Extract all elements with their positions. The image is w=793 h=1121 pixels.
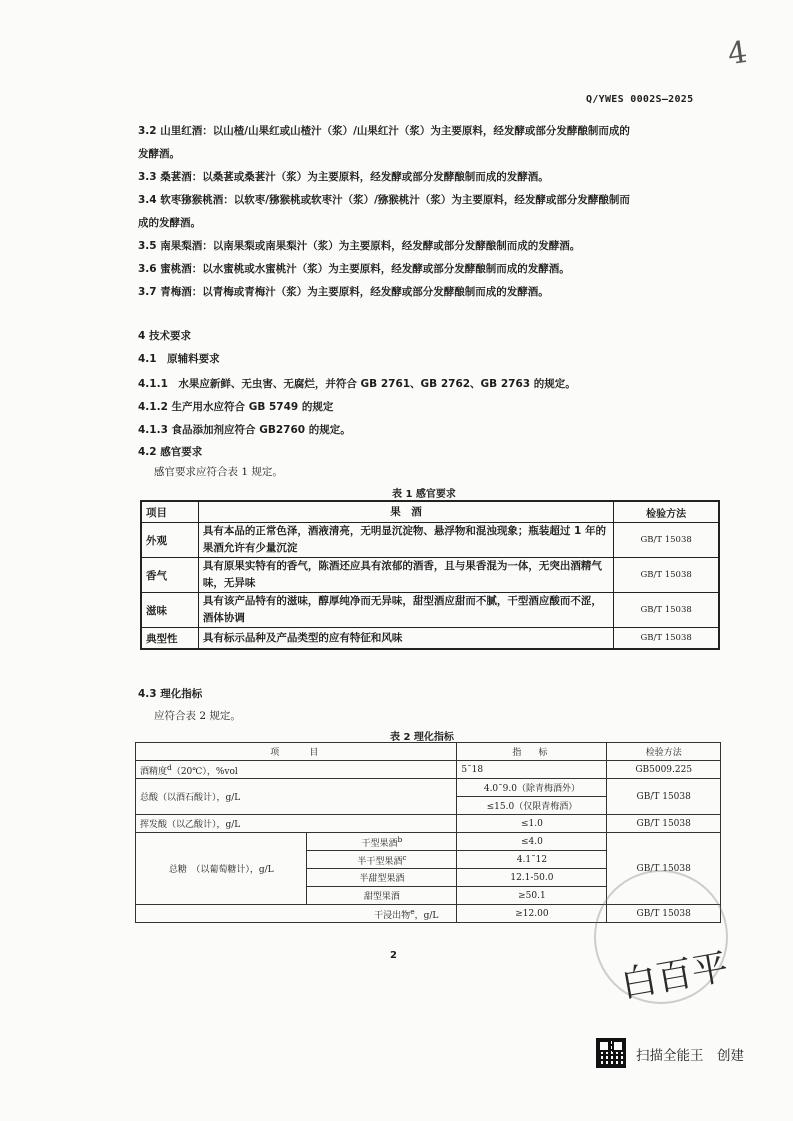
- section-4-1-2: 4.1.2 生产用水应符合 GB 5749 的规定: [138, 401, 334, 413]
- footnote-mark: b: [397, 834, 403, 844]
- handwritten-signature: 白百平: [617, 946, 732, 1007]
- table-cell-item: 香气: [141, 558, 198, 593]
- table1-caption: 表 1 感官要求: [392, 489, 456, 500]
- sensory-requirements-table: [140, 500, 720, 650]
- alcohol-value: 5˜18: [457, 761, 607, 779]
- table2-caption: 表 2 理化指标: [390, 732, 454, 743]
- table-header-item: 项 目: [136, 743, 457, 761]
- total-sugar-method: GB/T 15038: [607, 833, 721, 905]
- table-cell-requirement: 具有该产品特有的滋味，醇厚纯净而无异味，甜型酒应甜而不腻，干型酒应酸而不涩，酒体协调: [198, 593, 613, 628]
- sugar-value: ≥50.1: [457, 887, 607, 905]
- alcohol-label-suffix: （20℃），%vol: [171, 766, 238, 777]
- volatile-acid-value: ≤1.0: [457, 815, 607, 833]
- table-row-alcohol: [136, 761, 721, 779]
- table-header-item: 项目: [141, 501, 198, 523]
- volatile-acid-method: GB/T 15038: [607, 815, 721, 833]
- definition-3-2-line1: 3.2 山里红酒：以山楂/山果红或山楂汁（浆）/山果红汁（浆）为主要原料，经发酵或部分发酵酿制而成的: [138, 125, 630, 137]
- section-4-1-3: 4.1.3 食品添加剂应符合 GB2760 的规定。: [138, 424, 351, 436]
- sugar-type: 半甜型果酒: [307, 869, 457, 887]
- table-row-volatile-acid: [136, 815, 721, 833]
- table-cell-method: GB/T 15038: [614, 523, 719, 558]
- table-header-row: [136, 743, 721, 761]
- extract-label: [136, 905, 457, 923]
- table-cell-method: GB/T 15038: [614, 628, 719, 650]
- table-header-method: 检验方法: [607, 743, 721, 761]
- footnote-mark: d: [167, 762, 172, 772]
- sugar-value: 4.1˜12: [457, 851, 607, 869]
- table-cell-method: GB/T 15038: [614, 558, 719, 593]
- alcohol-method: GB5009.225: [607, 761, 721, 779]
- table-header-index: 指 标: [457, 743, 607, 761]
- table-cell-item: 典型性: [141, 628, 198, 650]
- table-cell-requirement: 具有本品的正常色泽，酒液清亮，无明显沉淀物、悬浮物和混浊现象；瓶装超过 1 年的果酒允许有少量沉淀: [198, 523, 613, 558]
- section-4-1-heading: 4.1 原辅料要求: [138, 353, 220, 365]
- table-cell-item: 外观: [141, 523, 198, 558]
- document-code: Q/YWES 0002S—2025: [586, 94, 694, 105]
- sugar-type-text: 半干型果酒: [357, 856, 403, 867]
- table-cell-method: GB/T 15038: [614, 593, 719, 628]
- table-cell-item: 滋味: [141, 593, 198, 628]
- sugar-value: 12.1-50.0: [457, 869, 607, 887]
- sugar-type: [307, 851, 457, 869]
- footnote-mark: c: [402, 852, 407, 862]
- total-sugar-label: 总糖 （以葡萄糖计），g/L: [136, 833, 307, 905]
- definition-3-6: 3.6 蜜桃酒：以水蜜桃或水蜜桃汁（浆）为主要原料，经发酵或部分发酵酿制而成的发酵酒。: [138, 263, 570, 275]
- definition-3-7: 3.7 青梅酒：以青梅或青梅汁（浆）为主要原料，经发酵或部分发酵酿制而成的发酵酒。: [138, 286, 549, 298]
- definition-3-4-line1: 3.4 软枣猕猴桃酒：以软枣/猕猴桃或软枣汁（浆）/猕猴桃汁（浆）为主要原料，经发酵或部分发酵酿制而: [138, 194, 630, 206]
- sugar-type-text: 干型果酒: [361, 838, 398, 849]
- definition-3-2-line2: 发酵酒。: [138, 148, 180, 160]
- page-number: 2: [390, 950, 397, 961]
- section-4-1-1: 4.1.1 水果应新鲜、无虫害、无腐烂，并符合 GB 2761、GB 2762、GB 2763 的规定。: [138, 378, 576, 390]
- scanner-app-watermark: 扫描全能王 创建: [636, 1048, 744, 1064]
- table-row: [141, 558, 719, 593]
- definition-3-4-line2: 成的发酵酒。: [138, 217, 201, 229]
- alcohol-label-text: 酒精度: [140, 766, 168, 777]
- footnote-mark: e: [410, 906, 415, 916]
- definition-3-3: 3.3 桑葚酒：以桑葚或桑葚汁（浆）为主要原料，经发酵或部分发酵酿制而成的发酵酒。: [138, 171, 549, 183]
- handwritten-page-number: 4: [725, 34, 750, 73]
- table-row: [141, 628, 719, 650]
- table-header-method: 检验方法: [614, 501, 719, 523]
- total-acid-value-2: ≤15.0（仅限青梅酒）: [457, 797, 607, 815]
- table-cell-requirement: 具有原果实特有的香气，陈酒还应具有浓郁的酒香，且与果香混为一体，无突出酒精气味，无异味: [198, 558, 613, 593]
- volatile-acid-label: 挥发酸（以乙酸计），g/L: [136, 815, 457, 833]
- section-4-2-body: 感官要求应符合表 1 规定。: [154, 466, 283, 478]
- section-4-heading: 4 技术要求: [138, 330, 191, 342]
- qr-code-icon: [596, 1038, 626, 1068]
- extract-method: GB/T 15038: [607, 905, 721, 923]
- table-row: [141, 523, 719, 558]
- section-4-3-heading: 4.3 理化指标: [138, 688, 203, 700]
- table-header-row: [141, 501, 719, 523]
- sugar-type: 甜型果酒: [307, 887, 457, 905]
- total-acid-label: 总酸（以酒石酸计），g/L: [136, 779, 457, 815]
- total-acid-value-1: 4.0˜9.0（除青梅酒外）: [457, 779, 607, 797]
- extract-label-suffix: ，g/L: [414, 910, 439, 921]
- extract-value: ≥12.00: [457, 905, 607, 923]
- definition-3-5: 3.5 南果梨酒：以南果梨或南果梨汁（浆）为主要原料，经发酵或部分发酵酿制而成的发酵酒。: [138, 240, 581, 252]
- section-4-2-heading: 4.2 感官要求: [138, 446, 203, 458]
- sugar-type: [307, 833, 457, 851]
- table-header-fruit-wine: 果 酒: [198, 501, 613, 523]
- table-row-sugar-dry: [136, 833, 721, 851]
- total-acid-method: GB/T 15038: [607, 779, 721, 815]
- extract-label-text: 干浸出物: [374, 910, 411, 921]
- table-row-acid-1: [136, 779, 721, 797]
- section-4-3-body: 应符合表 2 规定。: [154, 710, 241, 722]
- sugar-value: ≤4.0: [457, 833, 607, 851]
- table-row: [141, 593, 719, 628]
- table-cell-requirement: 具有标示品种及产品类型的应有特征和风味: [198, 628, 613, 650]
- alcohol-label: [136, 761, 457, 779]
